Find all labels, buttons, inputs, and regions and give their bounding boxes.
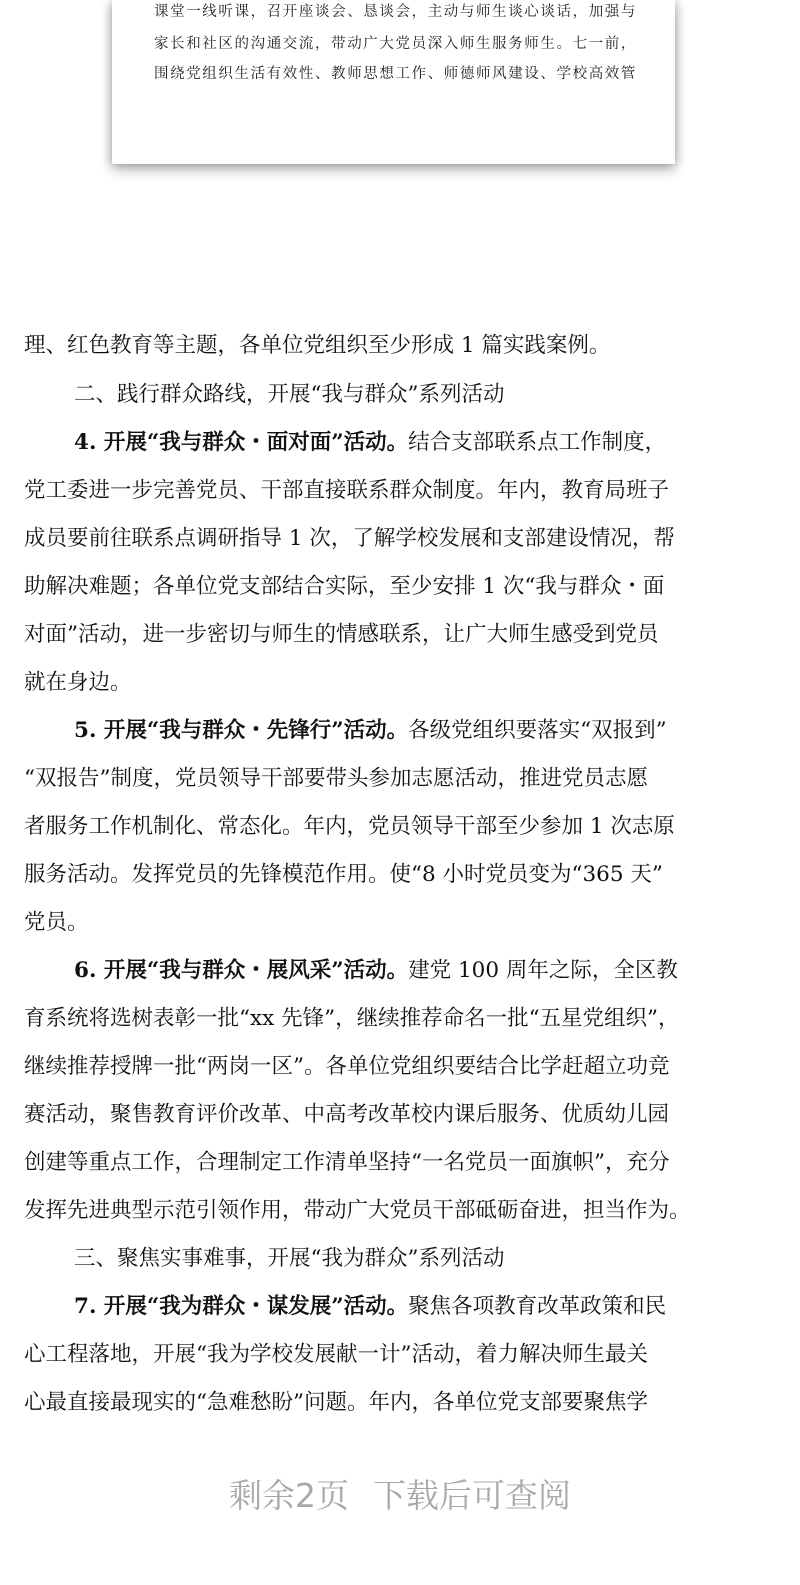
item-5-text: 各级党组织要落实“双报到” [408, 718, 667, 743]
card-line-1: 课堂一线听课，召开座谈会、恳谈会，主动与师生谈心谈话，加强与 [154, 4, 637, 20]
item-6-text: 建党 100 周年之际，全区教 [408, 958, 678, 983]
paragraph-line: “双报告”制度，党员领导干部要带头参加志愿活动，推进党员志愿 [24, 766, 648, 791]
paragraph-line: 心最直接最现实的“急难愁盼”问题。年内，各单位党支部要聚焦学 [24, 1390, 648, 1415]
paragraph-line: 党工委进一步完善党员、干部直接联系群众制度。年内，教育局班子 [24, 478, 670, 503]
paragraph-line: 成员要前往联系点调研指导 1 次，了解学校发展和支部建设情况，帮 [24, 526, 675, 551]
paragraph-line: 赛活动，聚售教育评价改革、中高考改革校内课后服务、优质幼儿园 [24, 1102, 670, 1127]
remaining-pages-text: 剩余2页 [229, 1476, 349, 1515]
item-4-line [74, 425, 666, 456]
paragraph-line: 服务活动。发挥党员的先锋模范作用。使“8 小时党员变为“365 天” [24, 862, 663, 887]
document-preview-card [112, 0, 675, 164]
download-hint-text: 下载后可查阅 [373, 1476, 571, 1515]
paragraph-line: 党员。 [24, 910, 89, 935]
item-7-text: 聚焦各项教育改革政策和民 [408, 1294, 667, 1319]
item-7-title: 7. 开展“我为群众・谋发展”活动。 [74, 1294, 409, 1319]
section-heading-3: 三、聚焦实事难事，开展“我为群众”系列活动 [74, 1246, 505, 1271]
paragraph-line: 继续推荐授牌一批“两岗一区”。各单位党组织要结合比学赶超立功竞 [24, 1054, 670, 1079]
item-4-title: 4. 开展“我与群众・面对面”活动。 [74, 430, 409, 455]
card-line-3: 围绕党组织生活有效性、教师思想工作、师德师风建设、学校高效管 [154, 66, 637, 82]
section-heading-2: 二、践行群众路线，开展“我与群众”系列活动 [74, 382, 505, 407]
paragraph-line: 发挥先进典型示范引领作用，带动广大党员干部砥砺奋进，担当作为。 [24, 1198, 691, 1223]
item-7-line [74, 1289, 666, 1320]
item-6-line [74, 953, 678, 984]
paragraph-line: 心工程落地，开展“我为学校发展献一计”活动，着力解决师生最关 [24, 1342, 648, 1367]
paragraph-line: 对面”活动，进一步密切与师生的情感联系，让广大师生感受到党员 [24, 622, 659, 647]
paragraph-line: 者服务工作机制化、常态化。年内，党员领导干部至少参加 1 次志原 [24, 814, 675, 839]
paragraph-line: 创建等重点工作，合理制定工作清单坚持“一名党员一面旗帜”，充分 [24, 1150, 670, 1175]
item-4-text: 结合支部联系点工作制度， [408, 430, 667, 455]
paragraph-line: 助解决难题；各单位党支部结合实际，至少安排 1 次“我与群众・面 [24, 574, 665, 599]
item-5-title: 5. 开展“我与群众・先锋行”活动。 [74, 718, 409, 743]
download-prompt[interactable] [0, 1470, 800, 1517]
paragraph-line: 育系统将选树表彰一批“xx 先锋”，继续推荐命名一批“五星党组织”， [24, 1006, 680, 1031]
item-6-title: 6. 开展“我与群众・展风采”活动。 [74, 958, 409, 983]
card-line-2: 家长和社区的沟通交流，带动广大党员深入师生服务师生。七一前， [154, 36, 637, 52]
item-5-line [74, 713, 667, 744]
paragraph-line: 就在身边。 [24, 670, 132, 695]
paragraph-line: 理、红色教育等主题，各单位党组织至少形成 1 篇实践案例。 [24, 333, 611, 358]
